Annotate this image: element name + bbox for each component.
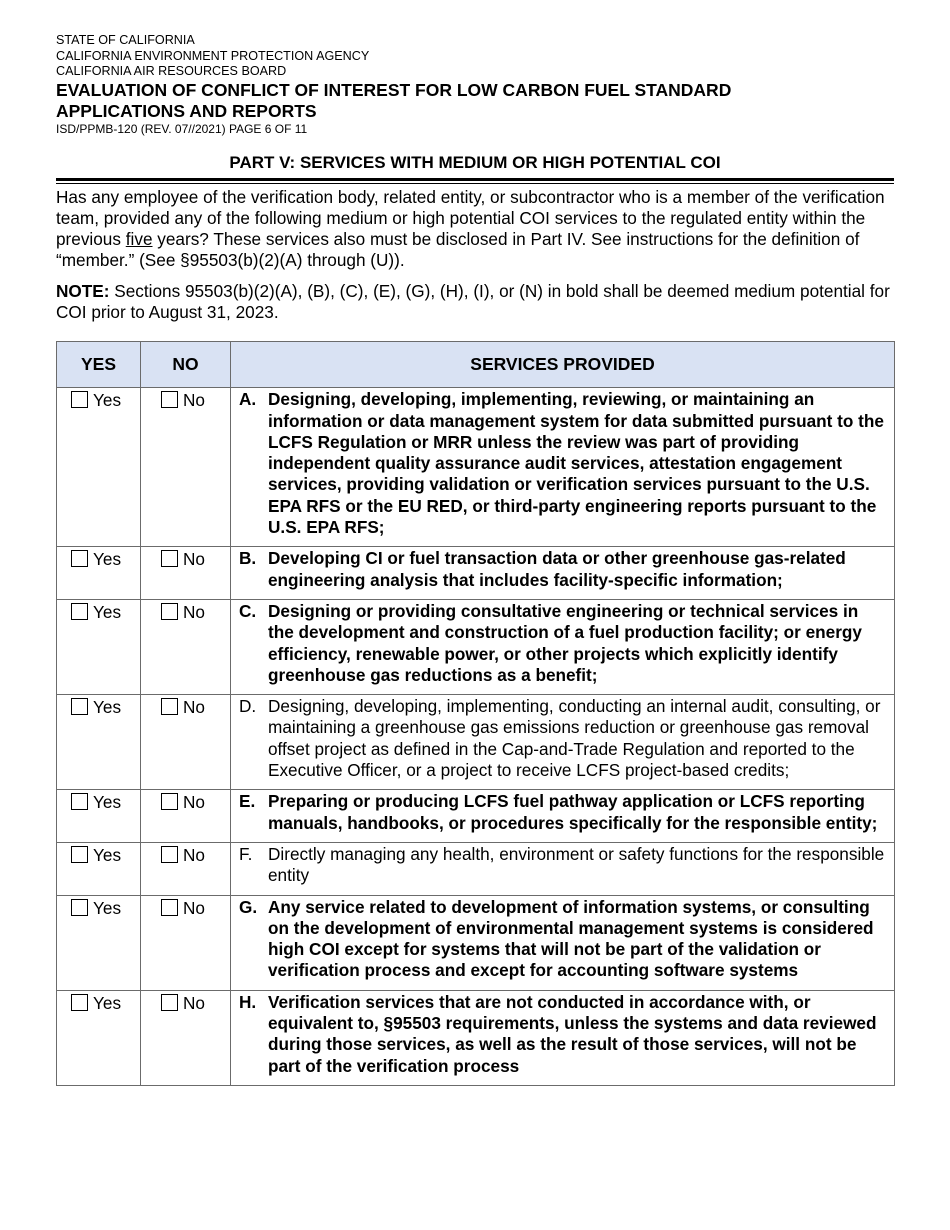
yes-cell [57,990,141,1085]
yes-cell [57,695,141,790]
no-label: No [183,697,205,718]
yes-checkbox[interactable] [71,899,88,916]
no-label: No [183,792,205,813]
part-title: PART V: SERVICES WITH MEDIUM OR HIGH POTENTIAL COI [229,152,721,172]
service-letter: G. [239,896,258,917]
no-cell [141,547,231,600]
service-text: Designing, developing, implementing, reviewing, or maintaining an information or data management system for data submitted pursuant to the LCFS Regulation or MRR unless the review was part of providing independent quality assurance audit services, attestation engagement services, providing validation or verification services pursuant to the U.S. EPA RFS or the EU RED, or third-party engineering reports pursuant to the U.S. EPA RFS; [268,389,884,538]
note-text: Sections 95503(b)(2)(A), (B), (C), (E), (G), (H), (I), or (N) in bold shall be deemed medium potential for COI prior to August 31, 2023. [56,280,890,322]
service-cell [231,842,895,895]
service-cell [231,547,895,600]
service-cell [231,695,895,790]
table-row [57,599,895,694]
yes-label: Yes [93,601,122,622]
yes-label: Yes [93,549,122,570]
yes-checkbox[interactable] [71,603,88,620]
yes-cell [57,842,141,895]
no-label: No [183,601,205,622]
no-checkbox[interactable] [161,846,178,863]
service-letter: B. [239,548,257,569]
no-label: No [183,844,205,865]
agency-carb: CALIFORNIA AIR RESOURCES BOARD [56,64,287,78]
form-title-line1: EVALUATION OF CONFLICT OF INTEREST FOR LOW CARBON FUEL STANDARD [56,79,732,100]
table-row [57,842,895,895]
service-text: Designing or providing consultative engineering or technical services in the development and construction of a fuel production facility; or energy efficiency, renewable power, or other projects which explicitly identify greenhouse gas reductions as a benefit; [268,600,862,685]
service-letter: F. [239,843,253,864]
service-cell [231,388,895,547]
form-page [56,33,894,1086]
service-text: Directly managing any health, environment or safety functions for the responsible entity [268,843,885,886]
service-cell [231,599,895,694]
table-row [57,695,895,790]
service-letter: E. [239,791,256,812]
no-checkbox[interactable] [161,550,178,567]
no-label: No [183,897,205,918]
yes-label: Yes [93,844,122,865]
intro-paragraph: Has any employee of the verification body, related entity, or subcontractor who is a member of the verification team, provided any of the following medium or high potential COI services to the regulated entity within the previous five years? These services also must be disclosed in Part IV. See instructions for the definition of “member.” (See §95503(b)(2)(A) through (U)). [56,186,885,271]
yes-cell [57,547,141,600]
no-checkbox[interactable] [161,899,178,916]
no-checkbox[interactable] [161,603,178,620]
form-number: ISD/PPMB-120 (REV. 07//2021) PAGE 6 OF 11 [56,121,308,136]
yes-cell [57,388,141,547]
yes-checkbox[interactable] [71,994,88,1011]
yes-label: Yes [93,792,122,813]
no-cell [141,695,231,790]
col-services-header: SERVICES PROVIDED [231,342,895,388]
service-text: Developing CI or fuel transaction data or other greenhouse gas-related engineering analysis that includes facility-specific information; [268,548,846,590]
note-label: NOTE: [56,280,110,301]
yes-label: Yes [93,992,122,1013]
yes-cell [57,895,141,990]
agency-state: STATE OF CALIFORNIA [56,33,195,47]
no-label: No [183,549,205,570]
col-no-header: NO [141,342,231,388]
no-cell [141,895,231,990]
table-row [57,547,895,600]
table-row [57,990,895,1085]
service-letter: C. [239,600,257,621]
service-text: Preparing or producing LCFS fuel pathway application or LCFS reporting manuals, handbooks, or procedures specifically for the responsible entity; [268,791,878,833]
services-table [56,341,895,1086]
agency-calepa: CALIFORNIA ENVIRONMENT PROTECTION AGENCY [56,48,370,63]
table-header-row [57,342,895,388]
service-cell [231,990,895,1085]
no-checkbox[interactable] [161,698,178,715]
yes-checkbox[interactable] [71,391,88,408]
service-cell [231,790,895,843]
no-cell [141,388,231,547]
no-checkbox[interactable] [161,793,178,810]
table-row [57,790,895,843]
table-row [57,895,895,990]
no-cell [141,599,231,694]
yes-checkbox[interactable] [71,698,88,715]
no-checkbox[interactable] [161,994,178,1011]
no-label: No [183,390,205,411]
service-letter: A. [239,389,257,410]
title-rule [56,178,894,184]
table-row [57,388,895,547]
no-checkbox[interactable] [161,391,178,408]
service-letter: D. [239,696,257,717]
yes-checkbox[interactable] [71,550,88,567]
service-letter: H. [239,991,257,1012]
service-cell [231,895,895,990]
yes-checkbox[interactable] [71,793,88,810]
col-yes-header: YES [57,342,141,388]
underlined-five: five [125,229,153,250]
service-text: Any service related to development of information systems, or consulting on the development of environmental management systems is considered high COI except for systems that will not be part of the validation or verification process and except for accounting software systems [268,896,874,981]
yes-label: Yes [93,390,122,411]
service-text: Verification services that are not conducted in accordance with, or equivalent to, §95503 requirements, unless the systems and data reviewed during those services, as well as the result of those services, will not be part of the verification process [268,991,877,1076]
no-cell [141,842,231,895]
note-paragraph [56,281,894,324]
no-label: No [183,992,205,1013]
yes-label: Yes [93,897,122,918]
form-title-line2: APPLICATIONS AND REPORTS [56,100,317,121]
yes-checkbox[interactable] [71,846,88,863]
no-cell [141,790,231,843]
yes-cell [57,790,141,843]
yes-label: Yes [93,697,122,718]
yes-cell [57,599,141,694]
service-text: Designing, developing, implementing, conducting an internal audit, consulting, or maintaining a greenhouse gas emissions reduction or greenhouse gas removal offset project as defined in the Cap-and-Trade Regulation and reported to the Executive Officer, or a project to receive LCFS project-based credits; [268,696,881,781]
no-cell [141,990,231,1085]
